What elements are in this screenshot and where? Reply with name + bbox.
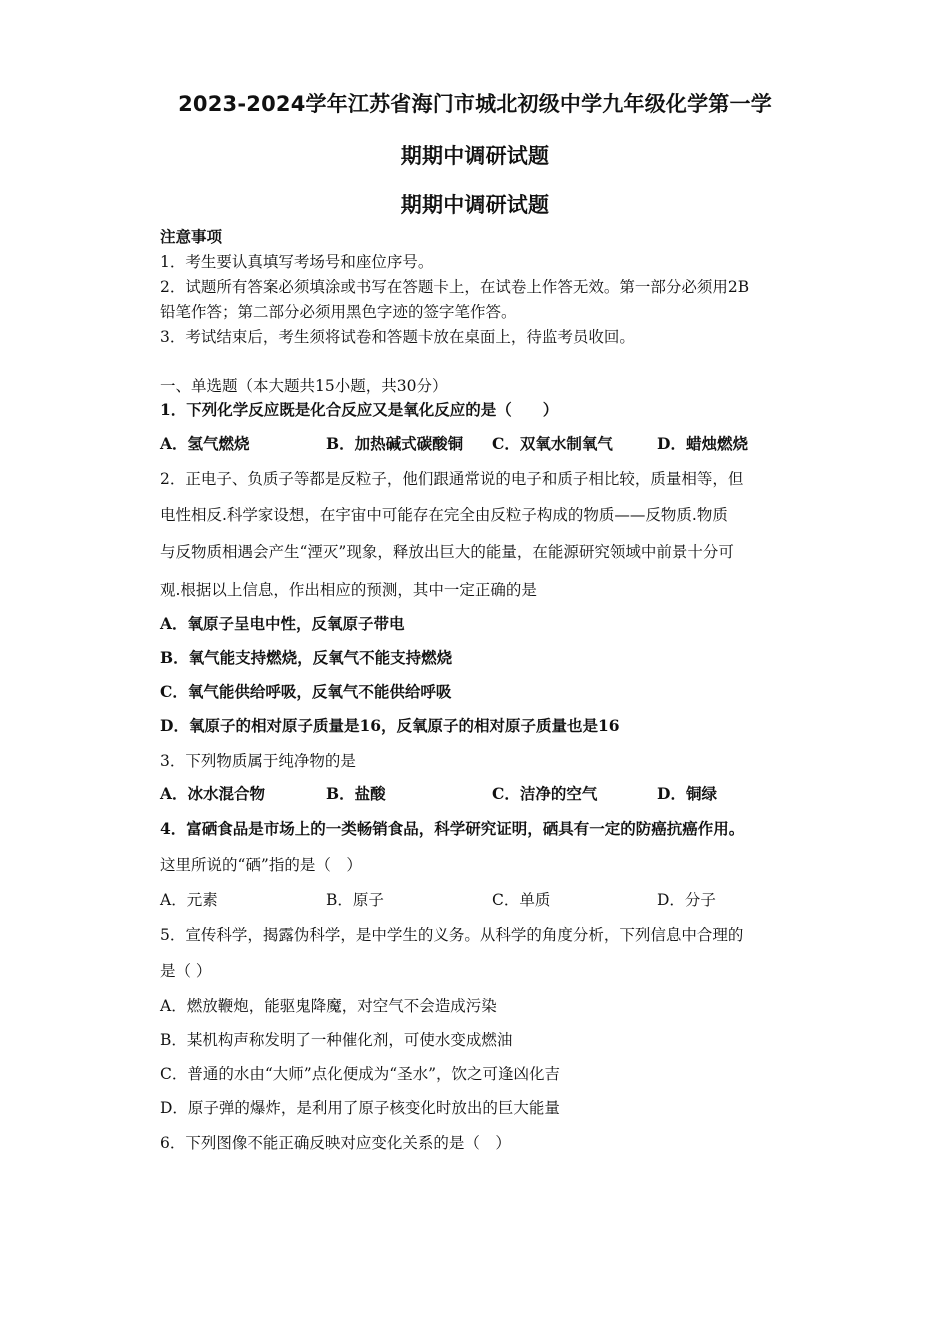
exam-title-line-3: 期期中调研试题 bbox=[400, 193, 550, 217]
q5-stem-line-1: 5．宣传科学，揭露伪科学，是中学生的义务。从科学的角度分析，下列信息中合理的 bbox=[160, 926, 744, 944]
q3-option-d: D．铜绿 bbox=[657, 784, 717, 803]
q2-option-c: C．氧气能供给呼吸，反氧气不能供给呼吸 bbox=[160, 682, 452, 701]
exam-title-line-2: 期期中调研试题 bbox=[400, 144, 550, 168]
q4-stem-line-2: 这里所说的“硒”指的是（ ） bbox=[160, 856, 362, 874]
q1-option-d: D．蜡烛燃烧 bbox=[657, 434, 748, 453]
q1-option-c: C．双氧水制氧气 bbox=[492, 434, 613, 453]
q2-stem-line-4: 观.根据以上信息，作出相应的预测，其中一定正确的是 bbox=[160, 581, 537, 599]
q4-option-a: A．元素 bbox=[160, 891, 218, 909]
q4-options bbox=[160, 890, 800, 910]
q5-option-d: D．原子弹的爆炸，是利用了原子核变化时放出的巨大能量 bbox=[160, 1099, 560, 1117]
q3-options bbox=[160, 784, 800, 804]
q4-stem-line-1: 4．富硒食品是市场上的一类畅销食品，科学研究证明，硒具有一定的防癌抗癌作用。 bbox=[160, 819, 745, 838]
q1-option-b: B．加热碱式碳酸铜 bbox=[326, 434, 464, 453]
q2-option-d: D．氧原子的相对原子质量是16，反氧原子的相对原子质量也是16 bbox=[160, 716, 620, 735]
notice-item-2-continued: 铅笔作答；第二部分必须用黑色字迹的签字笔作答。 bbox=[160, 303, 517, 321]
notice-item-2: 2．试题所有答案必须填涂或书写在答题卡上，在试卷上作答无效。第一部分必须用2B bbox=[160, 278, 750, 296]
q2-stem-line-2: 电性相反.科学家设想，在宇宙中可能存在完全由反粒子构成的物质——反物质.物质 bbox=[160, 506, 728, 524]
q3-option-c: C．洁净的空气 bbox=[492, 784, 598, 803]
q2-stem-line-3: 与反物质相遇会产生“湮灭”现象，释放出巨大的能量，在能源研究领域中前景十分可 bbox=[160, 543, 734, 561]
q4-option-b: B．原子 bbox=[326, 891, 384, 909]
q4-option-c: C．单质 bbox=[492, 891, 551, 909]
q1-stem: 1．下列化学反应既是化合反应又是氧化反应的是（ ） bbox=[160, 400, 559, 419]
q3-option-a: A．冰水混合物 bbox=[160, 784, 266, 803]
q2-stem-line-1: 2．正电子、负质子等都是反粒子，他们跟通常说的电子和质子相比较，质量相等，但 bbox=[160, 470, 744, 488]
section-heading: 一、单选题（本大题共15小题，共30分） bbox=[160, 377, 448, 395]
q2-option-b: B．氧气能支持燃烧，反氧气不能支持燃烧 bbox=[160, 648, 453, 667]
q6-stem: 6．下列图像不能正确反映对应变化关系的是（ ） bbox=[160, 1134, 511, 1152]
q3-option-b: B．盐酸 bbox=[326, 784, 386, 803]
notice-item-3: 3．考试结束后，考生须将试卷和答题卡放在桌面上，待监考员收回。 bbox=[160, 328, 635, 346]
q2-option-a: A．氧原子呈电中性，反氧原子带电 bbox=[160, 614, 405, 633]
q5-option-c: C．普通的水由“大师”点化便成为“圣水”，饮之可逢凶化吉 bbox=[160, 1065, 561, 1083]
q5-option-a: A．燃放鞭炮，能驱鬼降魔，对空气不会造成污染 bbox=[160, 997, 497, 1015]
q4-option-d: D．分子 bbox=[657, 891, 716, 909]
notice-heading: 注意事项 bbox=[160, 227, 223, 246]
notice-item-1: 1．考生要认真填写考场号和座位序号。 bbox=[160, 253, 434, 271]
q5-stem-line-2: 是（ ） bbox=[160, 962, 212, 980]
q5-option-b: B．某机构声称发明了一种催化剂，可使水变成燃油 bbox=[160, 1031, 513, 1049]
exam-title-line-1: 2023-2024学年江苏省海门市城北初级中学九年级化学第一学 bbox=[178, 92, 772, 116]
q3-stem: 3．下列物质属于纯净物的是 bbox=[160, 752, 356, 770]
q1-options bbox=[160, 434, 800, 454]
q1-option-a: A．氢气燃烧 bbox=[160, 434, 250, 453]
